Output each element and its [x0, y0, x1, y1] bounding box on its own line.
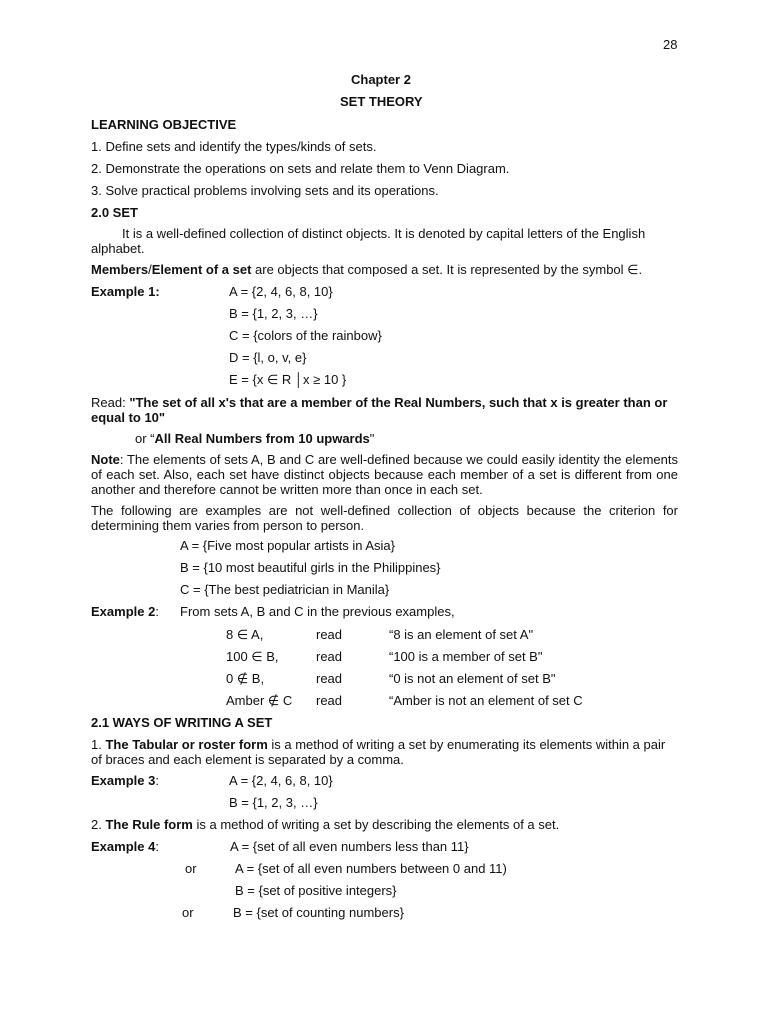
note-paragraph: [91, 452, 678, 497]
set-definition-text: It is a well-defined collection of distinct objects. It is denoted by capital letters of the English alphabet.: [91, 226, 646, 256]
set-definition: [91, 226, 678, 256]
section-heading-ways: 2.1 WAYS OF WRITING A SET: [91, 715, 273, 730]
example1-line: E = {x ∈ R │x ≥ 10 }: [229, 372, 347, 387]
rule-term: The Rule form: [105, 817, 193, 832]
members-term: Members: [91, 262, 149, 277]
members-slash: /: [148, 262, 152, 277]
example3-line: A = {2, 4, 6, 8, 10}: [229, 773, 333, 788]
read-bold: "The set of all x's that are a member of the Real Numbers, such that x is greater than or equal to 10": [91, 395, 668, 425]
read-or-prefix: or “: [135, 431, 155, 446]
tabular-form-paragraph: [91, 737, 678, 767]
membership-expression: 100 ∈ B,: [226, 649, 279, 664]
read-prefix: Read:: [91, 395, 130, 410]
example2-label: [91, 604, 159, 619]
example2-colon: :: [155, 604, 159, 619]
membership-read: read: [316, 671, 343, 686]
membership-meaning: “8 is an element of set A": [389, 627, 534, 642]
example4-line: B = {set of positive integers}: [235, 883, 397, 898]
page-title: SET THEORY: [340, 94, 423, 109]
members-definition: [91, 262, 678, 277]
example3-colon: :: [155, 773, 159, 788]
example3-label-text: Example 3: [91, 773, 156, 788]
example4-label: [91, 839, 159, 854]
membership-expression: 0 ∉ B,: [226, 671, 265, 686]
not-well-defined-line: B = {10 most beautiful girls in the Philippines}: [180, 560, 441, 575]
read-alternative: [135, 431, 374, 446]
rule-form-paragraph: [91, 817, 559, 832]
membership-read: read: [316, 693, 343, 708]
membership-meaning: “Amber is not an element of set C: [389, 693, 583, 708]
example1-line: A = {2, 4, 6, 8, 10}: [229, 284, 333, 299]
example4-line: B = {set of counting numbers}: [233, 905, 404, 920]
not-well-defined-paragraph: [91, 503, 678, 533]
objective-item: 3. Solve practical problems involving sets and its operations.: [91, 183, 439, 198]
example2-label-text: Example 2: [91, 604, 156, 619]
tabular-number: 1.: [91, 737, 106, 752]
example4-colon: :: [155, 839, 159, 854]
example2-intro: From sets A, B and C in the previous examples,: [180, 604, 455, 619]
example3-label: [91, 773, 159, 788]
membership-read: read: [316, 649, 343, 664]
example4-line: A = {set of all even numbers between 0 and 11): [235, 861, 507, 876]
not-well-defined-line: C = {The best pediatrician in Manila}: [180, 582, 390, 597]
read-or-bold: All Real Numbers from 10 upwards: [154, 431, 370, 446]
rule-text: is a method of writing a set by describing the elements of a set.: [192, 817, 560, 832]
membership-expression: Amber ∉ C: [226, 693, 293, 708]
chapter-label: Chapter 2: [351, 72, 411, 87]
membership-meaning: “0 is not an element of set B": [389, 671, 556, 686]
members-text: are objects that composed a set. It is represented by the symbol ∈.: [251, 262, 643, 277]
example1-line: D = {l, o, v, e}: [229, 350, 307, 365]
or-label: or: [185, 861, 197, 876]
tabular-text: is a method of writing a set by enumerating its elements within a pair of braces and each element is separated by a comma.: [91, 737, 666, 767]
objective-item: 2. Demonstrate the operations on sets and relate them to Venn Diagram.: [91, 161, 510, 176]
example4-line: A = {set of all even numbers less than 11}: [230, 839, 469, 854]
membership-expression: 8 ∈ A,: [226, 627, 264, 642]
element-term: Element of a set: [151, 262, 252, 277]
membership-read: read: [316, 627, 343, 642]
section-heading-set: 2.0 SET: [91, 205, 138, 220]
not-well-defined-text: The following are examples are not well-defined collection of objects because the criterion for determining them varies from person to person.: [91, 503, 678, 533]
example3-line: B = {1, 2, 3, …}: [229, 795, 318, 810]
note-text: : The elements of sets A, B and C are well-defined because we could easily identity the elements of each set. Also, each set have distinct objects because each member of a set is different from one another and therefore cannot be written more than once in each set.: [91, 452, 678, 497]
or-label: or: [182, 905, 194, 920]
example4-label-text: Example 4: [91, 839, 156, 854]
example1-line: B = {1, 2, 3, …}: [229, 306, 318, 321]
read-or-suffix: ": [369, 431, 375, 446]
note-label: Note: [91, 452, 120, 467]
read-statement: [91, 395, 678, 425]
membership-meaning: “100 is a member of set B": [389, 649, 543, 664]
objectives-heading: LEARNING OBJECTIVE: [91, 117, 237, 132]
page-number: 28: [663, 37, 678, 52]
example1-line: C = {colors of the rainbow}: [229, 328, 382, 343]
rule-number: 2.: [91, 817, 106, 832]
objective-item: 1. Define sets and identify the types/kinds of sets.: [91, 139, 377, 154]
tabular-term: The Tabular or roster form: [105, 737, 268, 752]
example1-label: Example 1:: [91, 284, 160, 299]
not-well-defined-line: A = {Five most popular artists in Asia}: [180, 538, 395, 553]
